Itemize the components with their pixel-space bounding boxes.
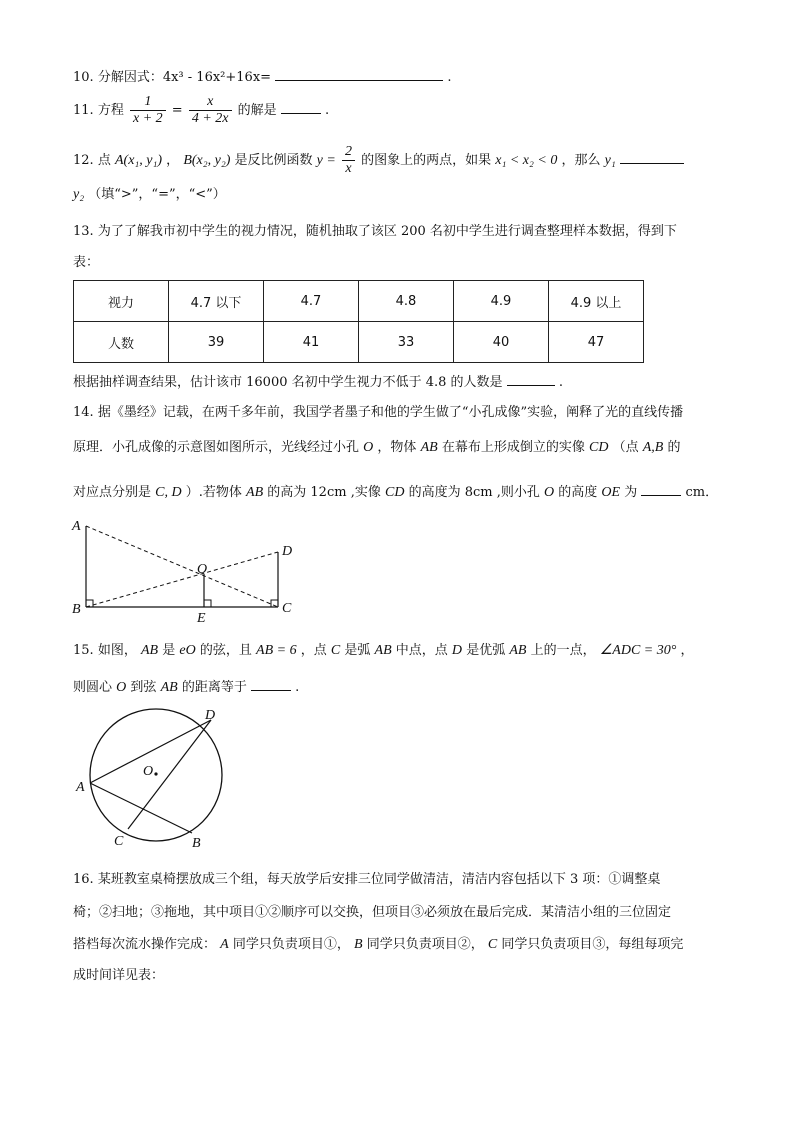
question-text: 表： (73, 255, 100, 270)
math-symbol: A,B (642, 440, 664, 455)
math-symbol: CD (588, 440, 609, 455)
question-text: 成时间详见表： (73, 968, 165, 983)
question-text: 方程 (97, 103, 124, 118)
question-text: 的高为 12cm ,实像 (267, 485, 381, 500)
question-12 (73, 144, 684, 177)
table-cell: 33 (359, 322, 454, 363)
question-text: 据《墨经》记载，在两千多年前，我国学者墨子和他的学生做了“小孔成像”实验，阐释了光的直线传播 (97, 405, 684, 420)
table-cell: 41 (264, 322, 359, 363)
question-text: 点 (97, 153, 111, 168)
question-text: 的弦，且 (199, 643, 252, 658)
question-text: 的高度为 8cm ,则小孔 (408, 485, 540, 500)
table-row (74, 281, 644, 322)
question-number: 13. (73, 224, 94, 239)
table-cell: 40 (454, 322, 549, 363)
answer-blank (281, 99, 321, 114)
math-symbol: C (487, 937, 498, 952)
question-text: 是反比例函数 (234, 153, 313, 168)
table-cell: 4.7 (264, 281, 359, 322)
math-symbol: AB (140, 643, 159, 658)
table-cell: 4.9 以上 (549, 281, 644, 322)
question-text: 的解是 (237, 103, 277, 118)
question-text: 的图象上的两点，如果 (361, 153, 492, 168)
equals-sign: = (171, 103, 183, 118)
answer-blank (620, 149, 684, 164)
punctuation: . (558, 375, 563, 390)
question-number: 14. (73, 405, 94, 420)
question-14-line-3 (73, 481, 718, 502)
question-16 (73, 871, 660, 889)
question-text: 同学只负责项目①， (232, 937, 350, 952)
punctuation: . (447, 70, 452, 85)
fraction-right (189, 94, 232, 127)
denominator: x (345, 161, 352, 176)
label-o: O (197, 562, 208, 577)
fraction-left (130, 94, 166, 127)
function-lhs: y = (316, 153, 336, 168)
y2-symbol: y₂ (73, 187, 85, 202)
math-symbol: AB (420, 440, 438, 455)
question-16-line-4 (73, 967, 164, 985)
question-14-line-2 (73, 439, 681, 457)
table-cell: 4.7 以下 (169, 281, 264, 322)
question-text: 是弧 (344, 643, 371, 658)
question-12-line-2 (73, 186, 226, 204)
math-symbol: B (354, 937, 363, 952)
table-cell: 47 (549, 322, 644, 363)
numerator: 2 (342, 144, 355, 161)
question-number: 10. (73, 70, 94, 85)
table-cell: 视力 (74, 281, 169, 322)
numerator: 1 (130, 94, 166, 111)
condition: x₁ < x₂ < 0 (495, 153, 558, 168)
question-text: ，物体 (377, 440, 417, 455)
point-a: A(x₁, y₁) (114, 153, 163, 168)
math-symbol: AB (246, 485, 264, 500)
question-text: 对应点分别是 (73, 485, 152, 500)
label-o: O (143, 764, 154, 779)
table-cell: 人数 (74, 322, 169, 363)
question-10 (73, 66, 451, 87)
punctuation: . (324, 103, 330, 118)
question-text: 分解因式：4x³ - 16x²+16x= (97, 70, 272, 85)
math-symbol: CD (384, 485, 405, 500)
table-cell: 39 (169, 322, 264, 363)
math-symbol: O (116, 680, 127, 695)
ray-a-c (86, 526, 278, 607)
label-b: B (72, 602, 81, 617)
math-symbol: O (544, 485, 555, 500)
answer-blank (507, 371, 555, 386)
denominator: x + 2 (132, 111, 163, 126)
chord-dc (128, 720, 211, 829)
y1-symbol: y₁ (604, 153, 616, 168)
table-cell: 4.9 (454, 281, 549, 322)
answer-blank (641, 481, 681, 496)
label-b: B (192, 836, 201, 851)
question-text: 椅；②扫地；③拖地，其中项目①②顺序可以交换，但项目③必须放在最后完成．某清洁小组的三位固定 (73, 905, 672, 920)
answer-blank (275, 66, 443, 81)
question-text: 某班教室桌椅摆放成三个组，每天放学后安排三位同学做清洁，清洁内容包括以下 3 项：①调整桌 (97, 872, 661, 887)
question-text: ，那么 (561, 153, 601, 168)
center-point (154, 772, 157, 775)
right-angle-e (204, 600, 211, 607)
question-text: 的距离等于 (181, 680, 247, 695)
vision-table (73, 280, 644, 363)
question-text: 同学只负责项目②， (366, 937, 484, 952)
circle-diagram (70, 705, 240, 853)
point-b: B(x₂, y₂) (183, 153, 231, 168)
question-text: 为 (624, 485, 638, 500)
question-number: 11. (73, 103, 94, 118)
question-text: cm． (685, 485, 719, 500)
table-cell: 4.8 (359, 281, 454, 322)
label-e: E (197, 611, 206, 626)
question-text: 根据抽样调查结果，估计该市 16000 名初中学生视力不低于 4.8 的人数是 (73, 375, 503, 390)
label-c: C (282, 601, 292, 616)
question-number: 12. (73, 153, 94, 168)
question-text: 同学只负责项目③，每组每项完 (501, 937, 684, 952)
math-symbol: AB = 6 (256, 643, 297, 658)
table-row (74, 322, 644, 363)
question-number: 16. (73, 872, 94, 887)
question-text: 中点，点 (395, 643, 448, 658)
math-symbol: OE (601, 485, 621, 500)
question-text: 上的一点， (530, 643, 596, 658)
question-11 (73, 94, 329, 127)
ray-b-d (86, 552, 278, 607)
math-symbol: A (220, 937, 229, 952)
question-14 (73, 404, 683, 422)
question-13 (73, 223, 677, 241)
math-symbol: AB (509, 643, 527, 658)
question-text: 的 (667, 440, 681, 455)
math-symbol: C, D (155, 485, 182, 500)
math-symbol: AB (374, 643, 392, 658)
question-15-line-2 (73, 676, 299, 697)
pinhole-diagram (66, 512, 306, 628)
denominator: 4 + 2x (191, 111, 229, 126)
question-text: ， (166, 153, 180, 168)
question-text: 在幕布上形成倒立的实像 (441, 440, 585, 455)
question-16-line-2 (73, 904, 671, 922)
question-text: 到弦 (130, 680, 157, 695)
question-13-line-2 (73, 254, 99, 272)
function-fraction (342, 144, 355, 177)
math-symbol: C (330, 643, 341, 658)
question-text: ，点 (300, 643, 327, 658)
numerator: x (189, 94, 232, 111)
label-a: A (76, 780, 85, 795)
answer-blank (251, 676, 291, 691)
question-text: （点 (612, 440, 639, 455)
question-text: 搭档每次流水操作完成： (73, 937, 217, 952)
label-d: D (282, 544, 293, 559)
question-text: 则圆心 (73, 680, 113, 695)
label-c: C (114, 834, 124, 849)
math-symbol: AB (160, 680, 178, 695)
question-text: 的高度 (558, 485, 598, 500)
chord-ab (90, 783, 192, 833)
punctuation: . (295, 680, 300, 695)
question-15 (73, 642, 694, 660)
question-13-followup (73, 371, 563, 392)
question-text: ， (680, 643, 694, 658)
question-text: （填“>”，“=”，“<”） (88, 187, 226, 202)
math-symbol: ∠ADC = 30° (599, 643, 677, 658)
math-symbol: eO (179, 643, 196, 658)
question-number: 15. (73, 643, 94, 658)
math-symbol: O (363, 440, 374, 455)
question-text: ）.若物体 (185, 485, 242, 500)
question-text: 原理．小孔成像的示意图如图所示，光线经过小孔 (73, 440, 360, 455)
question-text: 是优弧 (466, 643, 506, 658)
label-a: A (72, 519, 81, 534)
question-16-line-3 (73, 936, 683, 954)
question-text: 是 (162, 643, 176, 658)
question-text: 为了了解我市初中学生的视力情况，随机抽取了该区 200 名初中学生进行调查整理样本数据，得到下 (97, 224, 677, 239)
math-symbol: D (451, 643, 463, 658)
question-text: 如图， (97, 643, 137, 658)
label-d: D (205, 708, 216, 723)
